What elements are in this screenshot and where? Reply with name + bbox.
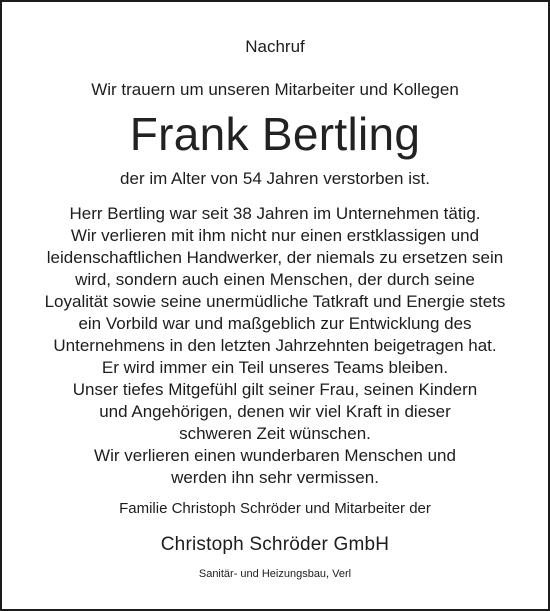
tribute-line: Herr Bertling war seit 38 Jahren im Unternehmen tätig. <box>69 204 481 223</box>
company-trade-location: Sanitär- und Heizungsbau, Verl <box>198 568 352 580</box>
notice-heading: Nachruf <box>245 37 305 56</box>
tribute-line: und Angehörigen, denen wir viel Kraft in dieser <box>99 402 451 421</box>
tribute-line: Unser tiefes Mitgefühl gilt seiner Frau, seinen Kindern <box>72 380 478 399</box>
tribute-line: wird, sondern auch einen Menschen, der durch seine <box>75 270 475 289</box>
tribute-line: Loyalität sowie seine unermüdliche Tatkraft und Energie stets <box>44 292 506 311</box>
age-line: der im Alter von 54 Jahren verstorben ist. <box>120 169 430 188</box>
tribute-line: werden ihn sehr vermissen. <box>171 468 379 487</box>
company-name: Christoph Schröder GmbH <box>160 534 390 555</box>
tribute-line: Wir verlieren mit ihm nicht nur einen erstklassigen und <box>70 226 480 245</box>
tribute-line: Unternehmens in den letzten Jahrzehnten beigetragen hat. <box>53 336 497 355</box>
deceased-name: Frank Bertling <box>129 108 421 160</box>
tribute-line: leidenschaftlichen Handwerker, der niemals zu ersetzen sein <box>46 248 504 267</box>
tribute-line: ein Vorbild war und maßgeblich zur Entwicklung des <box>78 314 472 333</box>
tribute-line: Wir verlieren einen wunderbaren Menschen und <box>94 446 456 465</box>
tribute-text <box>2 203 548 489</box>
intro-line: Wir trauern um unseren Mitarbeiter und Kollegen <box>91 80 459 99</box>
tribute-line: schweren Zeit wünschen. <box>179 424 371 443</box>
signoff-line: Familie Christoph Schröder und Mitarbeiter der <box>119 500 431 517</box>
tribute-line: Er wird immer ein Teil unseres Teams bleiben. <box>101 358 449 377</box>
